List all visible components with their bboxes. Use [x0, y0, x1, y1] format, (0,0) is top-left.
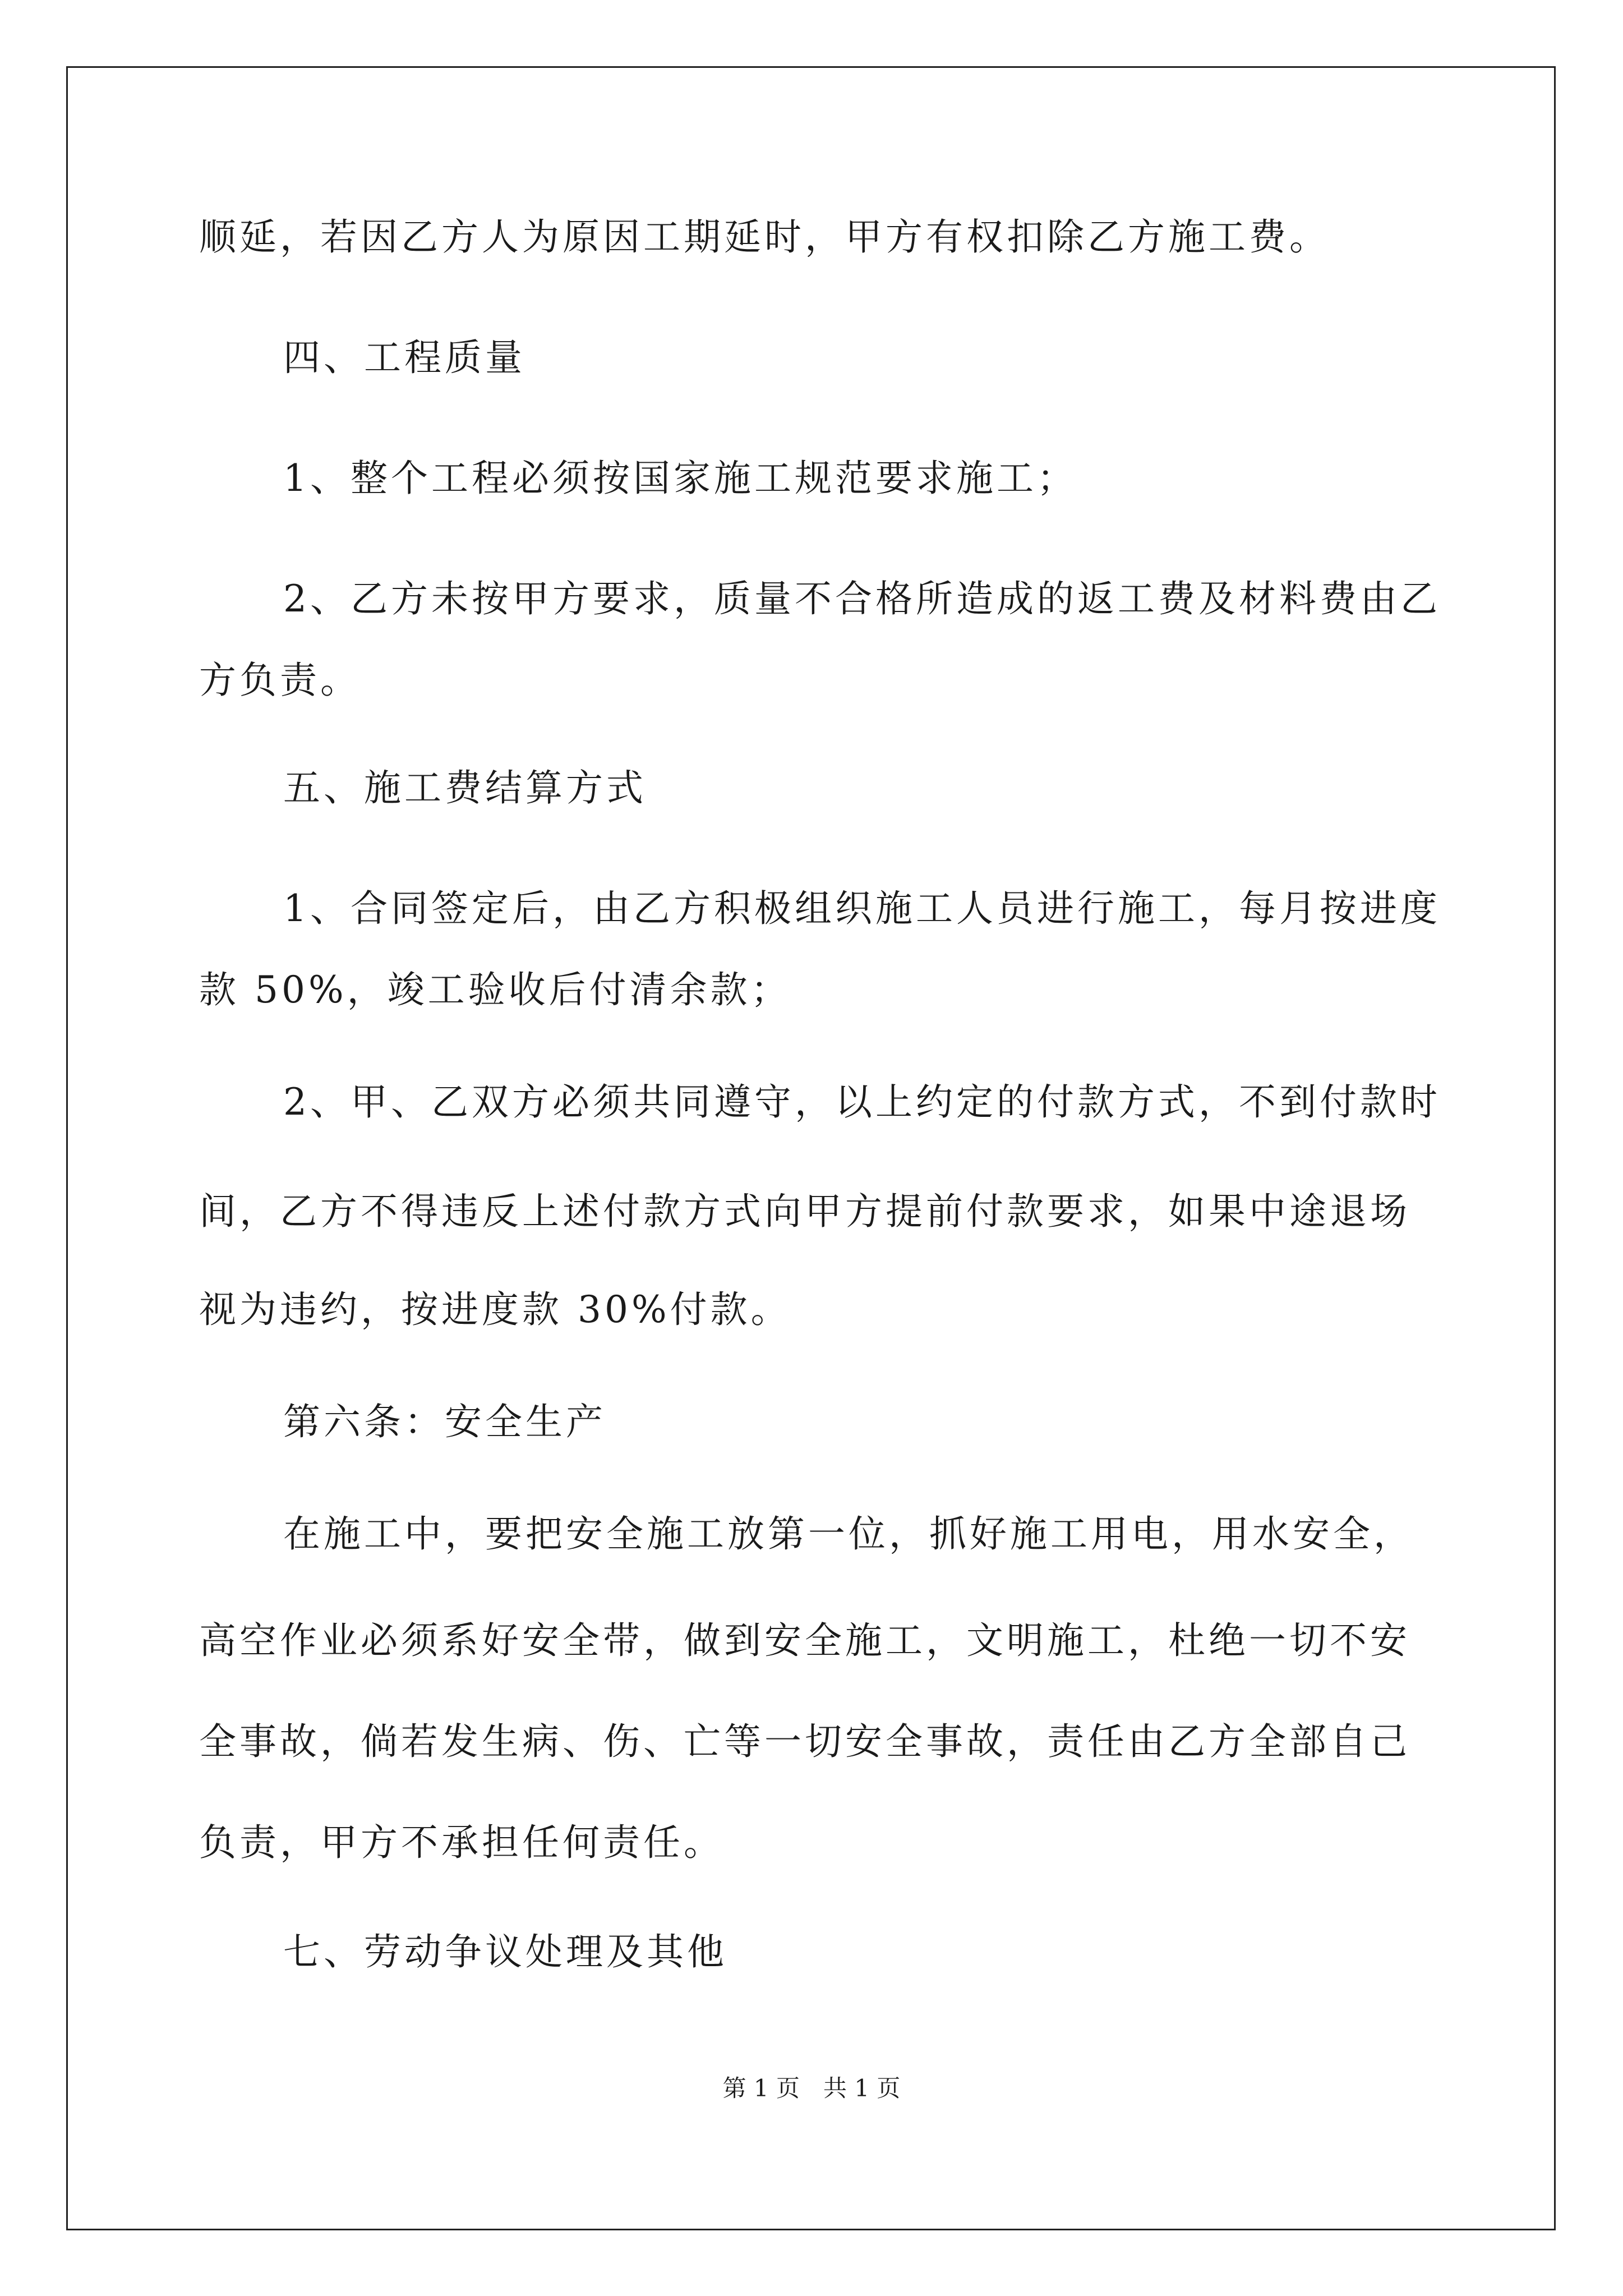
text-line-1: 顺延，若因乙方人为原因工期延时，甲方有权扣除乙方施工费。: [199, 215, 1330, 259]
section-heading-payment: 五、施工费结算方式: [283, 766, 647, 809]
text-line-11: 视为违约，按进度款 30%付款。: [199, 1288, 791, 1331]
text-line-10: 间，乙方不得违反上述付款方式向甲方提前付款要求，如果中途退场: [199, 1190, 1410, 1233]
page-border: [66, 66, 1556, 2230]
text-line-14: 高空作业必须系好安全带，做到安全施工，文明施工，杜绝一切不安: [199, 1619, 1410, 1662]
section-heading-safety: 第六条：安全生产: [283, 1400, 606, 1443]
section-heading-quality: 四、工程质量: [283, 336, 525, 379]
text-line-13: 在施工中，要把安全施工放第一位，抓好施工用电，用水安全，: [283, 1512, 1414, 1556]
text-line-16: 负责，甲方不承担任何责任。: [199, 1821, 724, 1864]
text-line-15: 全事故，倘若发生病、伤、亡等一切安全事故，责任由乙方全部自己: [199, 1720, 1410, 1763]
text-line-3: 1、整个工程必须按国家施工规范要求施工；: [283, 457, 1077, 500]
text-line-8: 款 50%，竣工验收后付清余款；: [199, 968, 791, 1011]
text-line-9: 2、甲、乙双方必须共同遵守，以上约定的付款方式，不到付款时: [283, 1080, 1441, 1124]
text-line-4: 2、乙方未按甲方要求，质量不合格所造成的返工费及材料费由乙: [283, 577, 1441, 620]
section-heading-disputes: 七、劳动争议处理及其他: [283, 1930, 727, 1973]
page-number-footer: 第 1 页 共 1 页: [722, 2074, 901, 2102]
text-line-7: 1、合同签定后，由乙方积极组织施工人员进行施工，每月按进度: [283, 887, 1441, 930]
text-line-5: 方负责。: [199, 659, 361, 702]
